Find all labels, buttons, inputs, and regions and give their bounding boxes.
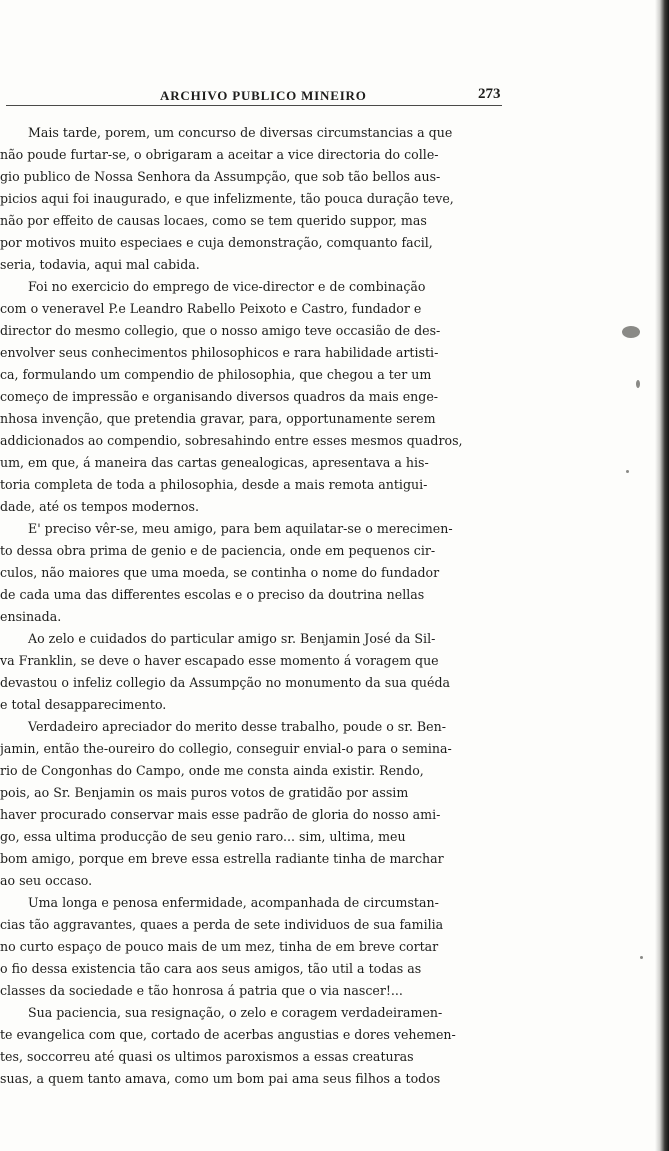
- body-text: [0, 122, 500, 1090]
- text-line: go, essa ultima producção de seu genio raro... sim, ultima, meu: [0, 829, 406, 844]
- text-line: toria completa de toda a philosophia, desde a mais remota antigui-: [0, 477, 428, 492]
- text-line: de cada uma das differentes escolas e o preciso da doutrina nellas: [0, 587, 425, 602]
- text-line: Foi no exercicio do emprego de vice-director e de combinação: [28, 279, 426, 294]
- text-line: o fio dessa existencia tão cara aos seus amigos, tão util a todas as: [0, 961, 422, 976]
- text-line: por motivos muito especiaes e cuja demonstração, comquanto facil,: [0, 235, 433, 250]
- text-line: to dessa obra prima de genio e de paciencia, onde em pequenos cir-: [0, 543, 436, 558]
- text-line: devastou o infeliz collegio da Assumpção no monumento da sua quéda: [0, 675, 451, 690]
- text-line: culos, não maiores que uma moeda, se continha o nome do fundador: [0, 565, 440, 580]
- page-number: 273: [478, 86, 501, 102]
- text-line: suas, a quem tanto amava, como um bom pai ama seus filhos a todos: [0, 1071, 441, 1086]
- text-line: ensinada.: [0, 609, 62, 624]
- running-title: ARCHIVO PUBLICO MINEIRO: [160, 88, 367, 103]
- text-line: ao seu occaso.: [0, 873, 93, 888]
- text-line: seria, todavia, aqui mal cabida.: [0, 257, 200, 272]
- text-line: addicionados ao compendio, sobresahindo entre esses mesmos quadros,: [0, 433, 463, 448]
- text-line: Sua paciencia, sua resignação, o zelo e coragem verdadeiramen-: [28, 1005, 443, 1020]
- text-line: nhosa invenção, que pretendia gravar, para, opportunamente serem: [0, 411, 436, 426]
- text-line: tes, soccorreu até quasi os ultimos paroxismos a essas creaturas: [0, 1049, 414, 1064]
- scan-fleck: [622, 326, 640, 338]
- text-line: com o veneravel P.e Leandro Rabello Peixoto e Castro, fundador e: [0, 301, 422, 316]
- text-line: picios aqui foi inaugurado, e que infelizmente, tão pouca duração teve,: [0, 191, 454, 206]
- text-line: E' preciso vêr-se, meu amigo, para bem aquilatar-se o merecimen-: [28, 521, 453, 536]
- text-line: um, em que, á maneira das cartas genealogicas, apresentava a his-: [0, 455, 429, 470]
- scan-fleck: [636, 380, 640, 388]
- text-line: bom amigo, porque em breve essa estrella radiante tinha de marchar: [0, 851, 444, 866]
- text-line: não por effeito de causas locaes, como se tem querido suppor, mas: [0, 213, 427, 228]
- text-line: jamin, então the-oureiro do collegio, conseguir envial-o para o semina-: [0, 741, 452, 756]
- text-line: envolver seus conhecimentos philosophicos e rara habilidade artisti-: [0, 345, 439, 360]
- text-line: haver procurado conservar mais esse padrão de gloria do nosso ami-: [0, 807, 441, 822]
- header-rule: [6, 105, 502, 106]
- text-line: classes da sociedade e tão honrosa á patria que o via nascer!...: [0, 983, 403, 998]
- text-line: Ao zelo e cuidados do particular amigo sr. Benjamin José da Sil-: [28, 631, 436, 646]
- text-line: cias tão aggravantes, quaes a perda de sete individuos de sua familia: [0, 917, 444, 932]
- text-line: ca, formulando um compendio de philosophia, que chegou a ter um: [0, 367, 432, 382]
- text-line: no curto espaço de pouco mais de um mez, tinha de em breve cortar: [0, 939, 439, 954]
- text-line: dade, até os tempos modernos.: [0, 499, 199, 514]
- text-line: Verdadeiro apreciador do merito desse trabalho, poude o sr. Ben-: [28, 719, 446, 734]
- text-line: gio publico de Nossa Senhora da Assumpção, que sob tão bellos aus-: [0, 169, 441, 184]
- text-line: va Franklin, se deve o haver escapado esse momento á voragem que: [0, 653, 439, 668]
- text-line: não poude furtar-se, o obrigaram a aceitar a vice directoria do colle-: [0, 147, 439, 162]
- scan-fleck: [640, 956, 643, 959]
- text-line: começo de impressão e organisando diversos quadros da mais enge-: [0, 389, 439, 404]
- text-line: director do mesmo collegio, que o nosso amigo teve occasião de des-: [0, 323, 441, 338]
- text-line: e total desapparecimento.: [0, 697, 167, 712]
- text-line: te evangelica com que, cortado de acerbas angustias e dores vehemen-: [0, 1027, 456, 1042]
- text-line: Uma longa e penosa enfermidade, acompanhada de circumstan-: [28, 895, 439, 910]
- scan-fleck: [626, 470, 629, 473]
- text-line: Mais tarde, porem, um concurso de diversas circumstancias a que: [28, 125, 453, 140]
- text-line: rio de Congonhas do Campo, onde me consta ainda existir. Rendo,: [0, 763, 424, 778]
- scan-binding-edge: [655, 0, 669, 1151]
- text-line: pois, ao Sr. Benjamin os mais puros votos de gratidão por assim: [0, 785, 409, 800]
